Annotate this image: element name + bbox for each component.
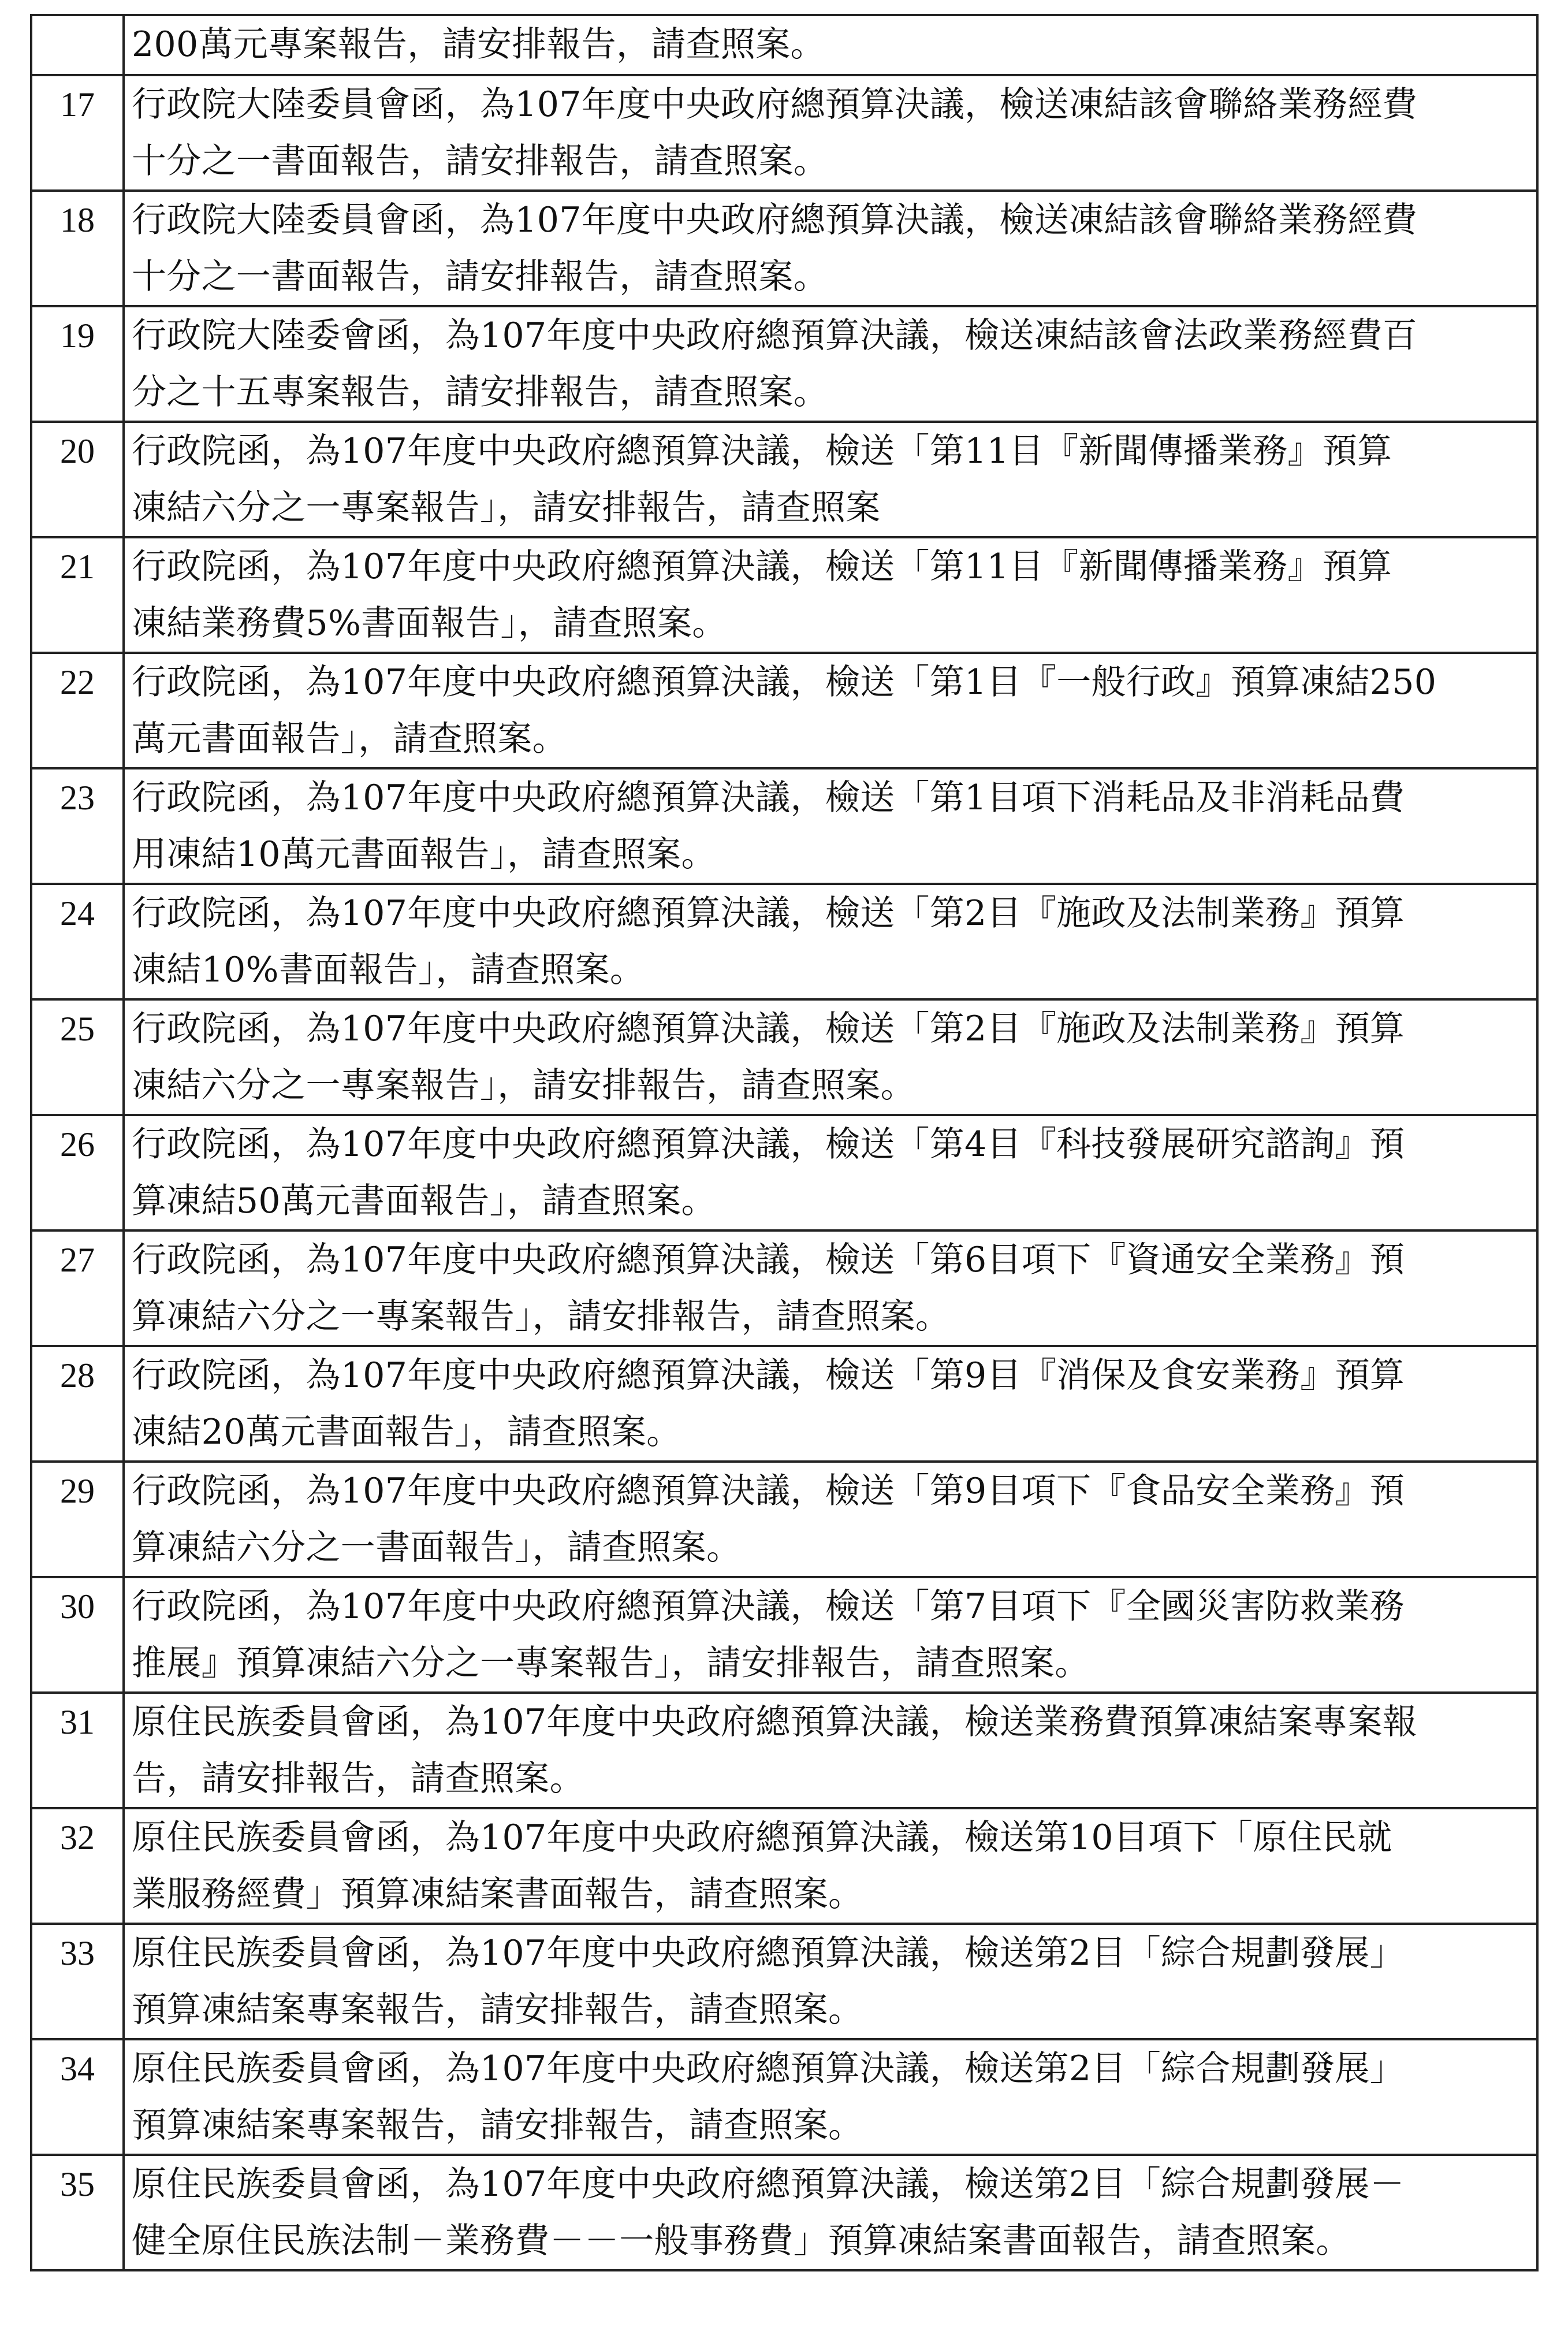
item-text-line: 凍結六分之一專案報告」，請安排報告，請查照案 — [132, 488, 881, 528]
item-number-cell: 28 — [31, 1346, 124, 1462]
item-text-cell — [124, 1115, 1537, 1230]
item-text-line: 健全原住民族法制－業務費－－一般事務費」預算凍結案書面報告，請查照案。 — [132, 2221, 1351, 2261]
item-number-cell: 19 — [31, 306, 124, 422]
item-number-cell: 20 — [31, 422, 124, 537]
item-text-cell — [124, 1230, 1537, 1346]
item-number-cell: 25 — [31, 999, 124, 1115]
table-row — [31, 1924, 1537, 2039]
item-text-line: 行政院函，為107年度中央政府總預算決議，檢送「第2目『施政及法制業務』預算 — [132, 893, 1405, 934]
item-text-line: 凍結10%書面報告」，請查照案。 — [132, 950, 645, 990]
item-number-cell: 22 — [31, 653, 124, 768]
item-text-line: 行政院函，為107年度中央政府總預算決議，檢送「第9目『消保及食安業務』預算 — [132, 1355, 1405, 1396]
table-row — [31, 191, 1537, 306]
table-row — [31, 1346, 1537, 1462]
item-text-line: 十分之一書面報告，請安排報告，請查照案。 — [132, 141, 828, 181]
item-text-line: 算凍結六分之一書面報告」，請查照案。 — [132, 1527, 742, 1568]
item-text-line: 分之十五專案報告，請安排報告，請查照案。 — [132, 372, 828, 412]
item-number-cell: 18 — [31, 191, 124, 306]
item-text-line: 原住民族委員會函，為107年度中央政府總預算決議，檢送業務費預算凍結案專案報 — [132, 1702, 1417, 1742]
item-text-cell — [124, 1577, 1537, 1693]
item-text-line: 行政院函，為107年度中央政府總預算決議，檢送「第11目『新聞傳播業務』預算 — [132, 431, 1392, 471]
item-number-cell: 32 — [31, 1808, 124, 1924]
item-text-line: 原住民族委員會函，為107年度中央政府總預算決議，檢送第2目「綜合規劃發展」 — [132, 2048, 1405, 2089]
item-number-cell: 23 — [31, 768, 124, 884]
item-text-line: 行政院函，為107年度中央政府總預算決議，檢送「第7目項下『全國災害防救業務 — [132, 1586, 1405, 1627]
item-text-line: 行政院函，為107年度中央政府總預算決議，檢送「第1目『一般行政』預算凍結250 — [132, 662, 1437, 702]
item-text-line: 凍結業務費5%書面報告」，請查照案。 — [132, 603, 727, 644]
item-text-cell — [124, 15, 1537, 75]
item-text-line: 算凍結六分之一專案報告」，請安排報告，請查照案。 — [132, 1296, 951, 1337]
item-text-line: 行政院函，為107年度中央政府總預算決議，檢送「第6目項下『資通安全業務』預 — [132, 1240, 1405, 1280]
table-row — [31, 537, 1537, 653]
item-text-cell — [124, 75, 1537, 191]
item-number-cell — [31, 15, 124, 75]
table-row — [31, 999, 1537, 1115]
item-text-cell — [124, 1924, 1537, 2039]
item-text-line: 行政院大陸委員會函，為107年度中央政府總預算決議，檢送凍結該會聯絡業務經費 — [132, 84, 1417, 125]
table-row — [31, 2039, 1537, 2155]
item-text-cell — [124, 1462, 1537, 1577]
item-number-cell: 24 — [31, 884, 124, 999]
table-row — [31, 1577, 1537, 1693]
item-text-cell — [124, 2039, 1537, 2155]
item-text-line: 十分之一書面報告，請安排報告，請查照案。 — [132, 256, 828, 297]
table-row — [31, 2155, 1537, 2270]
table-row — [31, 653, 1537, 768]
table-row — [31, 75, 1537, 191]
item-text-cell — [124, 999, 1537, 1115]
item-text-line: 凍結六分之一專案報告」，請安排報告，請查照案。 — [132, 1065, 915, 1106]
item-text-cell — [124, 1346, 1537, 1462]
table-row — [31, 306, 1537, 422]
item-text-line: 告，請安排報告，請查照案。 — [132, 1758, 584, 1799]
item-text-line: 萬元書面報告」，請查照案。 — [132, 719, 567, 759]
table-row — [31, 1693, 1537, 1808]
item-text-line: 行政院函，為107年度中央政府總預算決議，檢送「第11目『新聞傳播業務』預算 — [132, 546, 1392, 587]
table-row — [31, 1462, 1537, 1577]
table-row — [31, 768, 1537, 884]
item-text-line: 200萬元專案報告，請安排報告，請查照案。 — [132, 24, 825, 65]
item-number-cell: 29 — [31, 1462, 124, 1577]
item-text-line: 行政院函，為107年度中央政府總預算決議，檢送「第1目項下消耗品及非消耗品費 — [132, 778, 1405, 818]
item-text-line: 行政院函，為107年度中央政府總預算決議，檢送「第4目『科技發展研究諮詢』預 — [132, 1124, 1405, 1165]
item-text-line: 行政院函，為107年度中央政府總預算決議，檢送「第2目『施政及法制業務』預算 — [132, 1009, 1405, 1049]
table-row — [31, 422, 1537, 537]
item-text-cell — [124, 422, 1537, 537]
item-text-cell — [124, 1808, 1537, 1924]
table-row — [31, 884, 1537, 999]
item-text-cell — [124, 884, 1537, 999]
item-text-line: 行政院大陸委會函，為107年度中央政府總預算決議，檢送凍結該會法政業務經費百 — [132, 315, 1417, 356]
item-text-line: 推展』預算凍結六分之一專案報告」，請安排報告，請查照案。 — [132, 1643, 1090, 1683]
agenda-table — [30, 14, 1539, 2271]
item-number-cell: 26 — [31, 1115, 124, 1230]
item-text-line: 預算凍結案專案報告，請安排報告，請查照案。 — [132, 2105, 863, 2146]
table-row — [31, 1808, 1537, 1924]
item-text-cell — [124, 191, 1537, 306]
item-text-cell — [124, 537, 1537, 653]
item-number-cell: 31 — [31, 1693, 124, 1808]
table-row — [31, 1230, 1537, 1346]
item-number-cell: 30 — [31, 1577, 124, 1693]
item-text-cell — [124, 306, 1537, 422]
item-text-line: 算凍結50萬元書面報告」，請查照案。 — [132, 1181, 716, 1221]
item-text-line: 業服務經費」預算凍結案書面報告，請查照案。 — [132, 1874, 863, 1914]
item-text-line: 原住民族委員會函，為107年度中央政府總預算決議，檢送第10目項下「原住民就 — [132, 1817, 1392, 1858]
item-number-cell: 33 — [31, 1924, 124, 2039]
item-text-line: 原住民族委員會函，為107年度中央政府總預算決議，檢送第2目「綜合規劃發展」 — [132, 1933, 1405, 1973]
item-text-cell — [124, 653, 1537, 768]
item-text-cell — [124, 2155, 1537, 2270]
item-number-cell: 17 — [31, 75, 124, 191]
item-text-line: 凍結20萬元書面報告」，請查照案。 — [132, 1412, 681, 1452]
agenda-table-body — [31, 15, 1537, 2270]
item-number-cell: 21 — [31, 537, 124, 653]
item-number-cell: 35 — [31, 2155, 124, 2270]
item-text-cell — [124, 768, 1537, 884]
item-number-cell: 27 — [31, 1230, 124, 1346]
item-text-line: 原住民族委員會函，為107年度中央政府總預算決議，檢送第2目「綜合規劃發展－ — [132, 2164, 1405, 2204]
table-row-continued — [31, 15, 1537, 75]
item-text-line: 行政院函，為107年度中央政府總預算決議，檢送「第9目項下『食品安全業務』預 — [132, 1471, 1405, 1511]
table-row — [31, 1115, 1537, 1230]
item-text-line: 預算凍結案專案報告，請安排報告，請查照案。 — [132, 1990, 863, 2030]
item-text-line: 用凍結10萬元書面報告」，請查照案。 — [132, 834, 716, 875]
item-text-line: 行政院大陸委員會函，為107年度中央政府總預算決議，檢送凍結該會聯絡業務經費 — [132, 200, 1417, 240]
item-text-cell — [124, 1693, 1537, 1808]
item-number-cell: 34 — [31, 2039, 124, 2155]
